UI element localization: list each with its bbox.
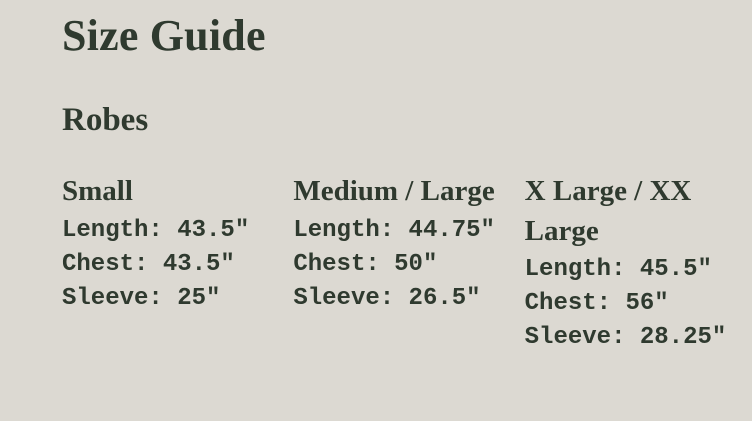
measurement-row-sleeve: Sleeve: 26.5" — [293, 284, 481, 312]
measurement-row-chest: Chest: 56" — [524, 289, 669, 317]
size-name: Small — [62, 175, 133, 208]
size-name: X Large / XX Large — [524, 175, 692, 247]
measurement-row-chest: Chest: 43.5" — [62, 250, 235, 278]
size-name: Medium / Large — [293, 175, 495, 208]
size-columns — [62, 172, 736, 354]
measurement-row-sleeve: Sleeve: 28.25" — [524, 323, 727, 351]
measurement-row-length: Length: 45.5" — [524, 255, 712, 283]
measurement-row-sleeve: Sleeve: 25" — [62, 284, 221, 312]
size-column-medium-large — [293, 172, 504, 354]
section-title-robes: Robes — [62, 101, 149, 138]
measurement-row-chest: Chest: 50" — [293, 250, 438, 278]
measurement-row-length: Length: 43.5" — [62, 216, 250, 244]
size-column-xlarge-xxlarge — [525, 172, 736, 354]
measurement-row-length: Length: 44.75" — [293, 216, 495, 244]
size-column-small — [62, 172, 273, 354]
page-title: Size Guide — [62, 11, 266, 60]
